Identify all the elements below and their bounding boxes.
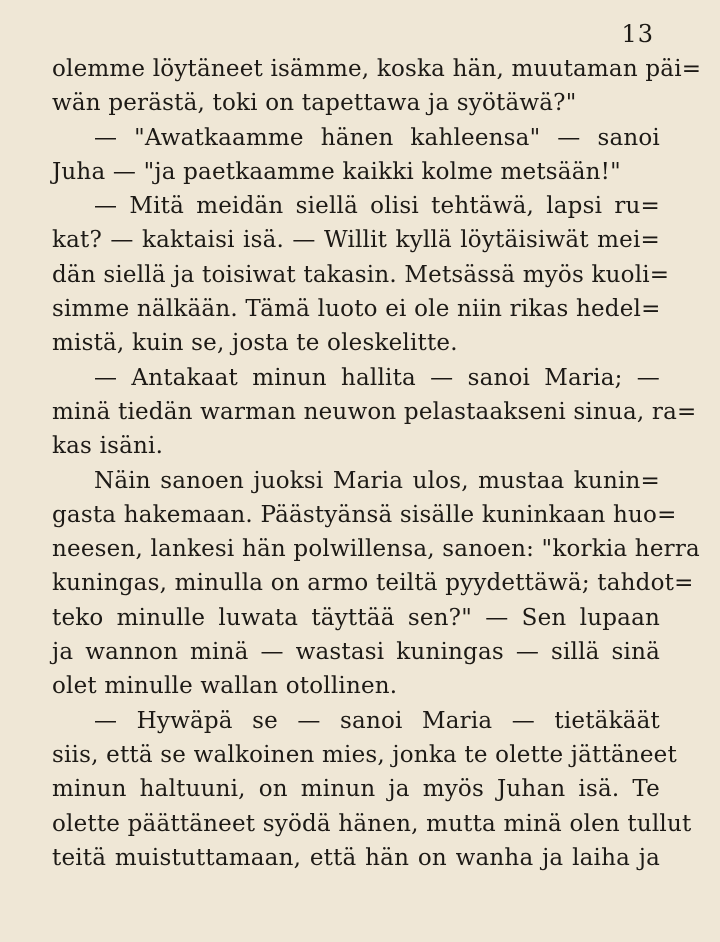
text-line: Juha — "ja paetkaamme kaikki kolme metsään!" — [52, 158, 621, 185]
text-line: kuningas, minulla on armo teiltä pyydettäwä; tahdot= — [52, 570, 694, 597]
text-line: mistä, kuin se, josta te oleskelitte. — [52, 330, 458, 357]
text-line: simme nälkään. Tämä luoto ei ole niin rikas hedel= — [52, 296, 661, 323]
text-line: neesen, lankesi hän polwillensa, sanoen: "korkia herra — [52, 536, 700, 563]
text-line: — "Awatkaamme hänen kahleensa" — sanoi — [94, 124, 660, 151]
text-line: olemme löytäneet isämme, koska hän, muutaman päi= — [52, 56, 702, 82]
text-line: minun haltuuni, on minun ja myös Juhan isä. Te — [52, 776, 660, 803]
text-line: — Hywäpä se — sanoi Maria — tietäkäät — [94, 707, 660, 734]
text-line: minä tiedän warman neuwon pelastaakseni sinua, ra= — [52, 398, 697, 425]
text-line: siis, että se walkoinen mies, jonka te olette jättäneet — [52, 741, 677, 768]
text-line: kas isäni. — [52, 433, 164, 460]
text-line: — Mitä meidän siellä olisi tehtäwä, lapsi ru= — [94, 193, 660, 220]
text-line: — Antakaat minun hallita — sanoi Maria; — — [94, 364, 660, 391]
text-line: kat? — kaktaisi isä. — Willit kyllä löytäisiwät mei= — [52, 227, 660, 254]
text-line: olette päättäneet syödä hänen, mutta minä olen tullut — [52, 810, 692, 837]
text-line: olet minulle wallan otollinen. — [52, 673, 398, 700]
text-line: Näin sanoen juoksi Maria ulos, mustaa kunin= — [94, 467, 660, 494]
text-line: wän perästä, toki on tapettawa ja syötäwä?" — [52, 90, 577, 117]
text-line: ja wannon minä — wastasi kuningas — sillä sinä — [52, 639, 660, 666]
text-line: gasta hakemaan. Päästyänsä sisälle kuninkaan huo= — [52, 501, 677, 528]
page-number: 13 — [621, 20, 654, 48]
body-text — [52, 52, 702, 875]
text-line: dän siellä ja toisiwat takasin. Metsässä myös kuoli= — [52, 261, 670, 288]
text-line: teitä muistuttamaan, että hän on wanha ja laiha ja — [52, 844, 660, 871]
text-line: teko minulle luwata täyttää sen?" — Sen lupaan — [52, 604, 660, 631]
